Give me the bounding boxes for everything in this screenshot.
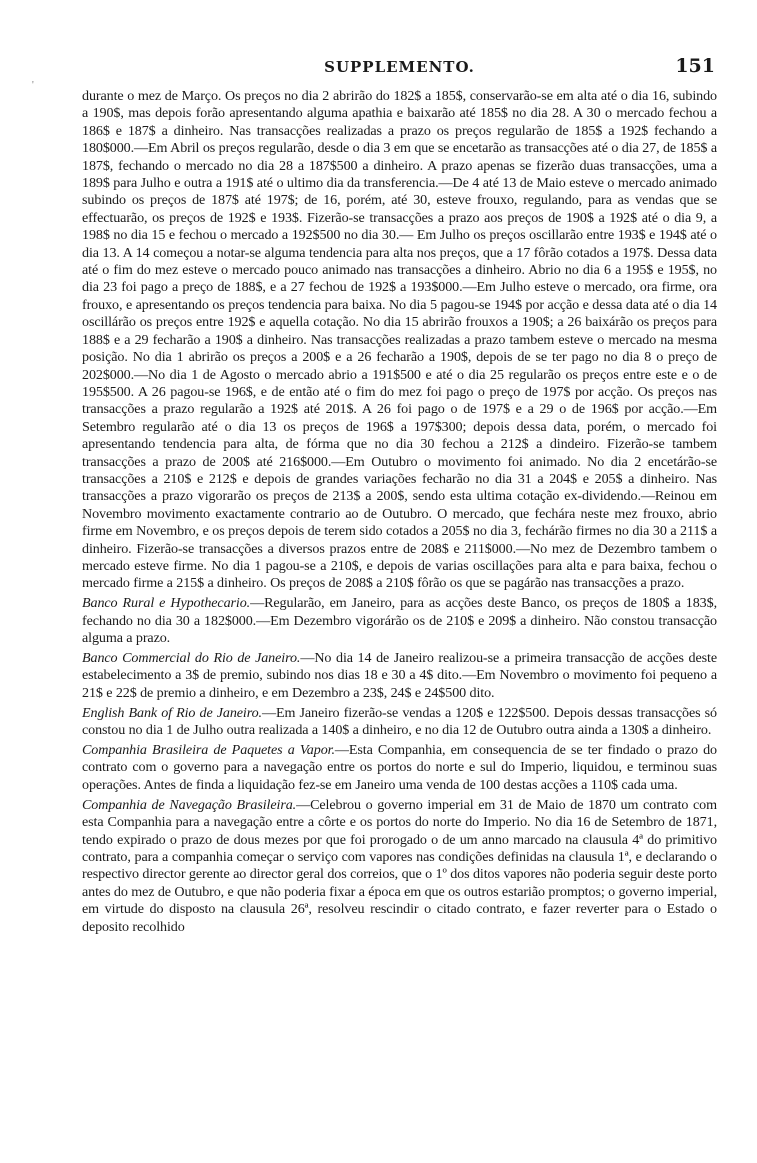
entry-english-bank [82,705,717,740]
paragraph-text: durante o mez de Março. Os preços no dia 2 abrirão do 182$ a 185$, conservarão-se em alta até o dia 16, subindo a 190$, mas depois forão apresentando alguma apathia e baixarão até 185$ no dia 28. A 30 o mercado fechou a 186$ e 187$ a dinheiro. Nas transacções realizadas a prazo os preços regularão de 185$ a 192$ fechando a 180$000.—Em Abril os preços regularão, desde o dia 3 em que se encetarão as transacções até o dia 27, de 185$ a 187$, fechando o mercado no dia 28 a 187$500 a dinheiro. A prazo apenas se fizerão duas transacções, uma a 189$ para Julho e outra a 191$ até o ultimo dia da transferencia.—De 4 até 13 de Maio esteve o mercado animado subindo os preços de 187$ até 197$; de 16, porém, até 30, esteve frouxo, regulando, para as vendas que se effectuarão, os preços de 192$ e 193$. Fizerão-se transacções a prazo aos preços de 190$ a 192$ até o dia 9, a 198$ no dia 15 e fechou o mercado a 192$500 no dia 30.— Em Julho os preços oscillarão entre 193$ e 194$ até o dia 13. A 14 começou a notar-se alguma tendencia para alta nos preços, que a 17 fôrão cotados a 197$. Dessa data até o fim do mez esteve o mercado pouco animado nas transacções a dinheiro. Abrio no dia 6 a 195$ e 195$, no dia 23 foi pago a preço de 188$, e a 27 fechou de 192$ a 193$000.—Em Julho esteve o mercado, ora firme, ora frouxo, e apresentando os preços tendencia para baixa. No dia 5 pagou-se 194$ por acção e dessa data até o dia 14 oscillárão os preços entre 192$ e aquella cotação. No dia 15 abrirão frouxos a 190$; a 26 baixárão os preços para 188$ e a 29 fecharão a 190$ a dinheiro. Nas transacções realizadas a prazo tambem esteve o mercado na mesma posição. No dia 1 abrirão os preços a 200$ e a 26 fecharão a 190$, depois de se ter pago no dia 8 o preço de 202$000.—No dia 1 de Agosto o mercado abrio a 191$500 e até o dia 25 regularão os preços entre este e o de 195$500. A 26 pagou-se 196$, e de então até o fim do mez foi pago o preço de 197$ por acção. Os preços nas transacções a prazo regularão a 192$ até 201$. A 26 foi pago o de 197$ e a 29 o de 196$ por acção.—Em Setembro regularão até o dia 13 os preços de 196$ a 197$300; depois dessa data, porém, o mercado foi apresentando tendencia para alta, de fórma que no dia 30 fechou a 212$ a dindeiro. Fizerão-se tambem transacções a prazo de 200$ até 216$000.—Em Outubro o movimento foi animado. No dia 2 encetárão-se transacções a 210$ e 212$ e depois de grandes variações fecharão no dia 31 a 204$ e 205$ a dinheiro. Nas transacções a prazo vigorarão os preços de 213$ a 200$, sendo esta ultima cotação ex-dividendo.—Reinou em Novembro movimento exactamente contrario ao de Outubro. O mercado, que fechára neste mez frouxo, abrio firme em Novembro, e os preços depois de terem sido cotados a 205$ no dia 3, fechárão firmes no dia 30 a 211$ a dinheiro. Fizerão-se transacções a diversos prazos entre de 208$ e 211$000.—No mez de Dezembro tambem o mercado esteve firme. No dia 1 pagou-se a 210$, e depois de varias oscillações para alta e para baixa, fechou o mercado firme a 215$ a dinheiro. Os preços de 208$ a 210$ fôrão os que se pagárão nas transacções a prazo. [82,88,717,592]
entry-text: —Esta Companhia, em consequencia de se ter findado o prazo do contrato com o governo para a navegação entre os portos do norte e sul do Imperio, liquidou, e terminou suas operações. Antes de finda a liquidação fez-se em Janeiro uma venda de 100 destas acções a 110$ cada uma. [82,742,717,793]
entry-text: —Em Janeiro fizerão-se vendas a 120$ e 122$500. Depois dessas transacções só constou no dia 1 de Julho outra realizada a 140$ a dinheiro, e no dia 12 de Outubro outra ainda a 130$ a dinheiro. [82,704,717,739]
entry-text: —No dia 14 de Janeiro realizou-se a primeira transacção de acções deste estabelecimento a 3$ de premio, subindo nos dias 18 e 30 a 4$ dito.—Em Novembro o movimento foi pequeno a 21$ e 22$ de premio a dinheiro, e em Dezembro a 23$, 24$ e 24$500 dito. [82,650,718,701]
entry-heading: Banco Rural e Hypothecario. [82,595,251,612]
paragraph-banco-brasil-quotations [82,88,717,593]
entry-heading: Companhia de Navegação Brasileira. [82,796,297,813]
entry-banco-commercial [82,650,717,702]
page-number: 151 [675,55,715,77]
entry-heading: Companhia Brasileira de Paquetes a Vapor. [82,742,335,759]
margin-mark: ' [32,80,34,91]
entry-banco-rural [82,595,717,647]
entry-text: —Regularão, em Janeiro, para as acções deste Banco, os preços de 180$ a 183$, fechando no dia 30 a 182$000.—Em Dezembro vigorárão os de 210$ e 209$ a dinheiro. Não constou transacção alguma a prazo. [82,595,717,647]
entry-companhia-paquetes [82,742,717,794]
running-header [82,55,717,84]
body-text [82,88,717,936]
entry-heading: Banco Commercial do Rio de Janeiro. [82,650,301,666]
running-title: SUPPLEMENTO. [324,58,475,76]
entry-heading: English Bank of Rio de Janeiro. [82,704,262,721]
entry-text: —Celebrou o governo imperial em 31 de Maio de 1870 um contrato com esta Companhia para a navegação entre a côrte e os portos do norte do Imperio. No dia 16 de Setembro de 1871, tendo expirado o prazo de dous mezes por que foi prorogado o de um anno marcado na clausula 4ª do primitivo contrato, para a companhia começar o serviço com vapores nas condições definidas na clausula 1ª, e declarando o respectivo director gerente ao director geral dos correios, que o 1º dos ditos vapores não poderia seguir deste porto antes do mez de Outubro, e que não poderia fixar a época em que os outros estarião promptos; o governo imperial, em virtude do disposto na clausula 26ª, resolveu rescindir o citado contrato, e fazer reverter para o Estado o deposito recolhido [82,796,717,935]
entry-companhia-navegacao [82,797,717,936]
